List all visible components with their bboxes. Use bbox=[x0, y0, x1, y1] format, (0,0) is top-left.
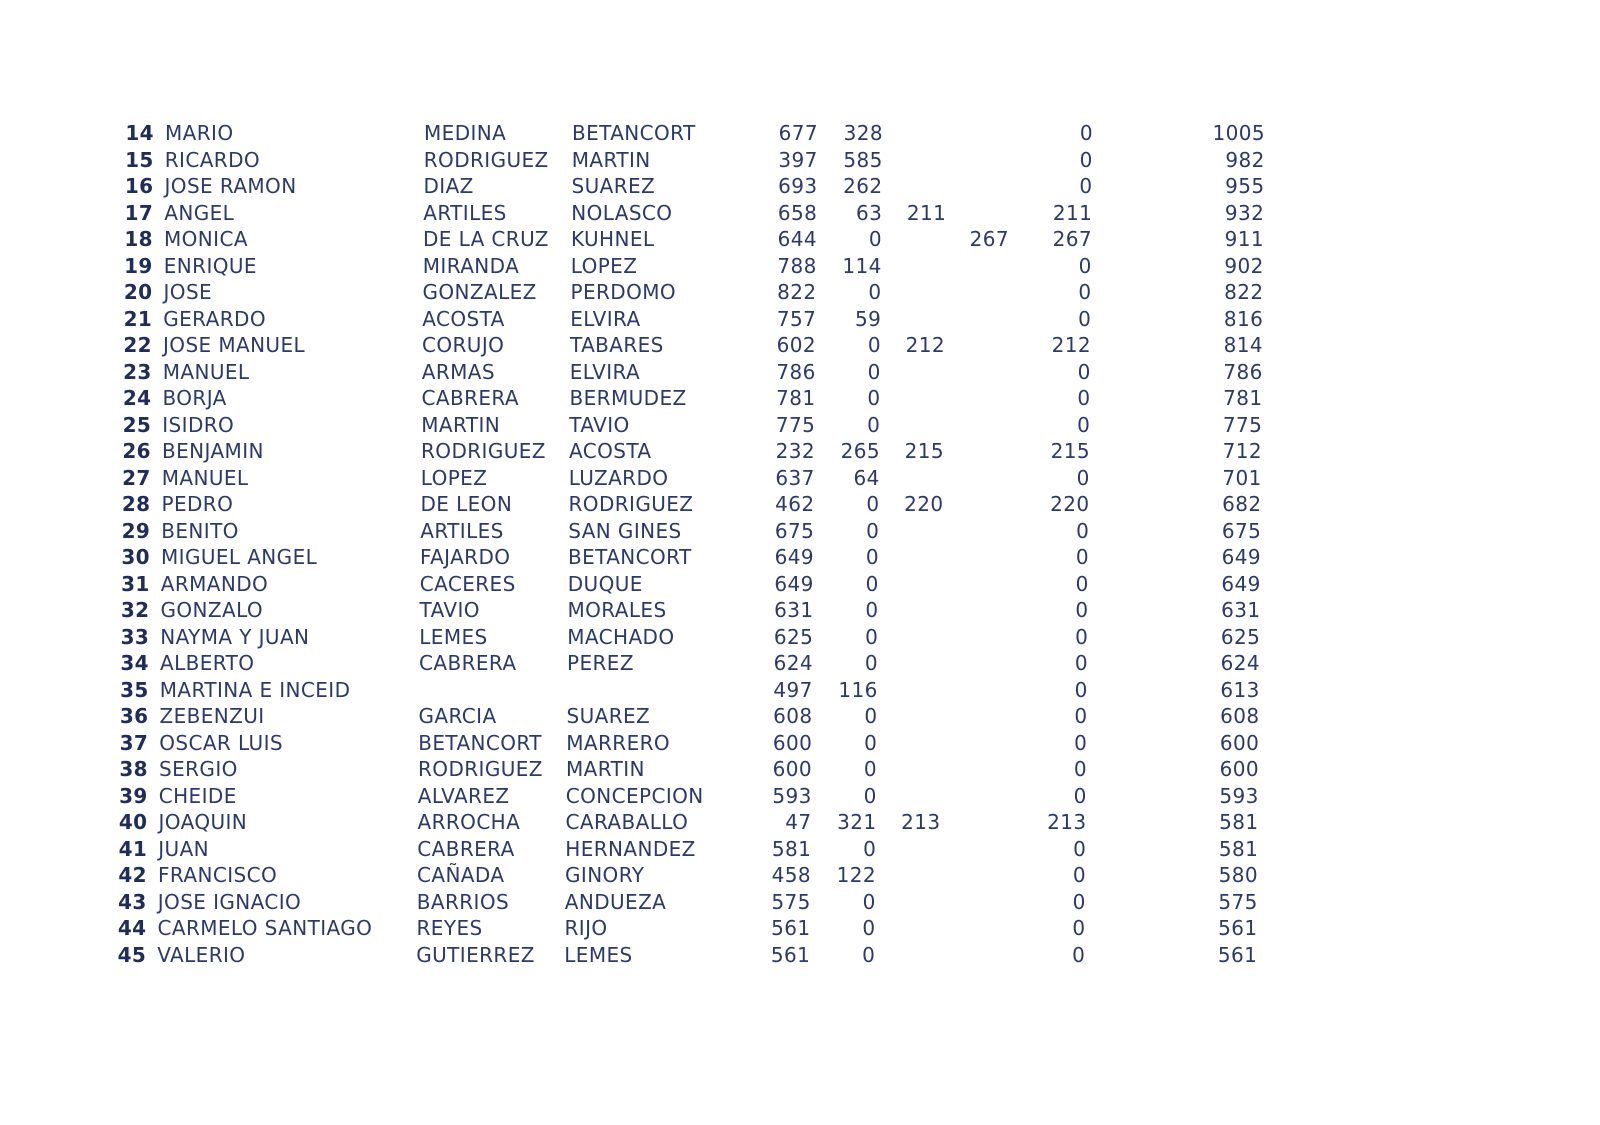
rank-cell: 31 bbox=[121, 571, 150, 596]
surname1-cell: BARRIOS bbox=[416, 889, 510, 914]
rank-cell: 42 bbox=[118, 863, 147, 887]
total-cell: 814 bbox=[1223, 333, 1263, 357]
score1-cell: 625 bbox=[773, 624, 814, 649]
total-cell: 911 bbox=[1224, 227, 1264, 251]
table-row bbox=[0, 809, 1600, 836]
score2-cell: 122 bbox=[836, 863, 876, 887]
total-cell: 932 bbox=[1224, 200, 1265, 225]
rank-cell: 43 bbox=[118, 889, 147, 914]
first-name-cell: MANUEL bbox=[162, 359, 250, 384]
surname1-cell: RODRIGUEZ bbox=[423, 147, 549, 172]
score5-cell: 215 bbox=[1050, 439, 1090, 463]
surname2-cell: PEREZ bbox=[567, 651, 634, 675]
first-name-cell: PEDRO bbox=[161, 492, 234, 516]
table-row bbox=[0, 942, 1600, 969]
score5-cell: 212 bbox=[1051, 333, 1091, 357]
total-cell: 625 bbox=[1220, 624, 1261, 649]
table-row bbox=[0, 518, 1600, 545]
score5-cell: 0 bbox=[1074, 730, 1088, 755]
first-name-cell: MARIO bbox=[165, 121, 234, 145]
rank-cell: 41 bbox=[118, 836, 148, 861]
score2-cell: 0 bbox=[867, 333, 881, 357]
score2-cell: 116 bbox=[838, 677, 878, 702]
score5-cell: 0 bbox=[1077, 359, 1091, 384]
score5-cell: 0 bbox=[1073, 783, 1087, 808]
score5-cell: 0 bbox=[1079, 147, 1093, 172]
surname1-cell: CABRERA bbox=[419, 651, 517, 675]
rank-cell: 16 bbox=[124, 174, 154, 198]
rank-cell: 34 bbox=[120, 651, 149, 675]
surname2-cell: ELVIRA bbox=[570, 306, 641, 331]
surname1-cell: DIAZ bbox=[423, 174, 474, 198]
table-row bbox=[0, 465, 1600, 492]
total-cell: 600 bbox=[1219, 757, 1259, 781]
total-cell: 816 bbox=[1223, 306, 1264, 331]
score5-cell: 0 bbox=[1077, 412, 1091, 437]
surname1-cell: RODRIGUEZ bbox=[421, 439, 546, 463]
score5-cell: 0 bbox=[1074, 651, 1088, 675]
total-cell: 675 bbox=[1221, 518, 1262, 543]
surname2-cell: LEMES bbox=[564, 942, 633, 967]
surname1-cell: GONZALEZ bbox=[422, 280, 537, 304]
surname2-cell: MARTIN bbox=[571, 147, 651, 172]
total-cell: 775 bbox=[1222, 412, 1263, 437]
total-cell: 624 bbox=[1220, 651, 1260, 675]
surname2-cell: MARRERO bbox=[566, 730, 671, 755]
score2-cell: 63 bbox=[856, 200, 883, 225]
surname1-cell: ARTILES bbox=[423, 200, 507, 225]
score5-cell: 0 bbox=[1075, 598, 1089, 622]
table-row bbox=[0, 783, 1600, 810]
rank-cell: 19 bbox=[124, 253, 153, 278]
rank-cell: 29 bbox=[121, 518, 151, 543]
score2-cell: 0 bbox=[868, 280, 882, 304]
score2-cell: 0 bbox=[867, 412, 881, 437]
score1-cell: 497 bbox=[773, 677, 813, 702]
score2-cell: 114 bbox=[842, 253, 882, 278]
score2-cell: 0 bbox=[867, 359, 881, 384]
first-name-cell: GONZALO bbox=[160, 598, 264, 622]
table-row bbox=[0, 253, 1600, 280]
total-cell: 613 bbox=[1220, 677, 1260, 702]
first-name-cell: VALERIO bbox=[157, 942, 246, 967]
score5-cell: 0 bbox=[1078, 253, 1092, 278]
score3-cell: 215 bbox=[904, 439, 944, 463]
rank-cell: 44 bbox=[117, 916, 147, 940]
table-row bbox=[0, 915, 1600, 942]
table-row bbox=[0, 624, 1600, 651]
surname1-cell: MARTIN bbox=[421, 412, 501, 437]
rank-cell: 30 bbox=[121, 545, 150, 569]
surname2-cell: ANDUEZA bbox=[564, 889, 667, 914]
table-row bbox=[0, 677, 1600, 704]
score1-cell: 788 bbox=[777, 253, 817, 278]
score5-cell: 0 bbox=[1073, 836, 1087, 861]
score2-cell: 0 bbox=[865, 545, 879, 569]
total-cell: 902 bbox=[1224, 253, 1264, 278]
table-row bbox=[0, 703, 1600, 730]
score1-cell: 637 bbox=[775, 465, 815, 490]
score2-cell: 0 bbox=[863, 783, 877, 808]
surname2-cell: SAN GINES bbox=[568, 518, 682, 543]
rank-cell: 35 bbox=[120, 677, 149, 702]
surname1-cell: FAJARDO bbox=[420, 545, 511, 569]
table-row bbox=[0, 544, 1600, 571]
surname2-cell: DUQUE bbox=[567, 571, 643, 596]
score2-cell: 0 bbox=[864, 704, 878, 728]
score5-cell: 0 bbox=[1074, 677, 1088, 702]
score2-cell: 262 bbox=[843, 174, 883, 198]
score3-cell: 220 bbox=[904, 492, 944, 516]
score1-cell: 47 bbox=[785, 810, 812, 834]
score1-cell: 658 bbox=[777, 200, 818, 225]
first-name-cell: MANUEL bbox=[161, 465, 249, 490]
score2-cell: 0 bbox=[865, 624, 879, 649]
rank-cell: 32 bbox=[120, 598, 150, 622]
rank-cell: 45 bbox=[117, 942, 147, 967]
total-cell: 575 bbox=[1218, 889, 1258, 914]
first-name-cell: OSCAR LUIS bbox=[159, 730, 283, 755]
surname1-cell: CORUJO bbox=[422, 333, 505, 357]
surname2-cell: RIJO bbox=[564, 916, 608, 940]
rank-cell: 36 bbox=[119, 704, 149, 728]
score4-cell: 267 bbox=[969, 227, 1009, 251]
rank-cell: 17 bbox=[124, 200, 154, 225]
first-name-cell: ZEBENZUI bbox=[159, 704, 265, 728]
table-row bbox=[0, 836, 1600, 863]
first-name-cell: RICARDO bbox=[164, 147, 261, 172]
surname2-cell: PERDOMO bbox=[570, 280, 677, 304]
score1-cell: 397 bbox=[778, 147, 818, 172]
surname2-cell: BETANCORT bbox=[572, 121, 696, 145]
score5-cell: 220 bbox=[1050, 492, 1090, 516]
total-cell: 581 bbox=[1219, 810, 1259, 834]
first-name-cell: SERGIO bbox=[159, 757, 238, 781]
score2-cell: 328 bbox=[843, 121, 883, 145]
surname2-cell: HERNANDEZ bbox=[565, 836, 696, 861]
table-row bbox=[0, 359, 1600, 386]
surname1-cell: LOPEZ bbox=[420, 465, 488, 490]
score1-cell: 561 bbox=[770, 942, 811, 967]
rank-cell: 40 bbox=[118, 810, 148, 834]
score1-cell: 602 bbox=[776, 333, 816, 357]
table-row bbox=[0, 491, 1600, 518]
score2-cell: 321 bbox=[837, 810, 877, 834]
table-row bbox=[0, 279, 1600, 306]
total-cell: 712 bbox=[1222, 439, 1262, 463]
score1-cell: 581 bbox=[771, 836, 812, 861]
score2-cell: 585 bbox=[843, 147, 883, 172]
score1-cell: 624 bbox=[773, 651, 813, 675]
score2-cell: 0 bbox=[862, 916, 876, 940]
table-row bbox=[0, 306, 1600, 333]
first-name-cell: BENJAMIN bbox=[162, 439, 264, 463]
first-name-cell: ISIDRO bbox=[162, 412, 235, 437]
first-name-cell: FRANCISCO bbox=[158, 863, 278, 887]
surname1-cell: CABRERA bbox=[421, 386, 519, 410]
score2-cell: 0 bbox=[863, 836, 877, 861]
total-cell: 561 bbox=[1217, 942, 1258, 967]
score5-cell: 0 bbox=[1072, 942, 1086, 967]
table-row bbox=[0, 147, 1600, 174]
score1-cell: 693 bbox=[778, 174, 818, 198]
score5-cell: 0 bbox=[1076, 518, 1090, 543]
table-row bbox=[0, 862, 1600, 889]
table-row bbox=[0, 120, 1600, 147]
total-cell: 781 bbox=[1223, 386, 1263, 410]
surname1-cell: GUTIERREZ bbox=[416, 942, 535, 967]
surname1-cell: DE LEON bbox=[420, 492, 513, 516]
score5-cell: 0 bbox=[1075, 571, 1089, 596]
first-name-cell: MIGUEL ANGEL bbox=[161, 545, 318, 569]
table-row bbox=[0, 173, 1600, 200]
surname1-cell: RODRIGUEZ bbox=[418, 757, 543, 781]
score5-cell: 0 bbox=[1079, 174, 1093, 198]
first-name-cell: ENRIQUE bbox=[163, 253, 257, 278]
rank-cell: 21 bbox=[123, 306, 153, 331]
score5-cell: 0 bbox=[1075, 624, 1089, 649]
table-row bbox=[0, 200, 1600, 227]
score2-cell: 0 bbox=[863, 757, 877, 781]
surname2-cell: CONCEPCION bbox=[565, 783, 704, 808]
score5-cell: 0 bbox=[1074, 704, 1088, 728]
rank-cell: 22 bbox=[123, 333, 152, 357]
surname1-cell: MEDINA bbox=[424, 121, 507, 145]
total-cell: 649 bbox=[1221, 545, 1261, 569]
surname1-cell: DE LA CRUZ bbox=[423, 227, 549, 251]
score1-cell: 649 bbox=[774, 571, 814, 596]
score1-cell: 575 bbox=[771, 889, 811, 914]
score1-cell: 561 bbox=[771, 916, 811, 940]
table-row bbox=[0, 756, 1600, 783]
first-name-cell: JOSE RAMON bbox=[164, 174, 297, 198]
table-row bbox=[0, 438, 1600, 465]
surname1-cell: GARCIA bbox=[418, 704, 497, 728]
score1-cell: 649 bbox=[774, 545, 814, 569]
rank-cell: 24 bbox=[122, 386, 152, 410]
surname2-cell: CARABALLO bbox=[565, 810, 689, 834]
total-cell: 631 bbox=[1221, 598, 1261, 622]
total-cell: 593 bbox=[1219, 783, 1259, 808]
score1-cell: 232 bbox=[775, 439, 815, 463]
rank-cell: 27 bbox=[122, 465, 151, 490]
table-row bbox=[0, 889, 1600, 916]
score5-cell: 211 bbox=[1052, 200, 1093, 225]
total-cell: 580 bbox=[1218, 863, 1258, 887]
total-cell: 581 bbox=[1218, 836, 1259, 861]
table-row bbox=[0, 571, 1600, 598]
first-name-cell: ANGEL bbox=[164, 200, 235, 225]
total-cell: 649 bbox=[1221, 571, 1261, 596]
score1-cell: 600 bbox=[772, 730, 813, 755]
first-name-cell: MONICA bbox=[164, 227, 248, 251]
surname2-cell: TAVIO bbox=[569, 412, 630, 437]
surname2-cell: TABARES bbox=[570, 333, 664, 357]
score2-cell: 0 bbox=[867, 386, 881, 410]
surname2-cell: MARTIN bbox=[566, 757, 645, 781]
rank-cell: 14 bbox=[125, 121, 154, 145]
score1-cell: 675 bbox=[774, 518, 815, 543]
surname1-cell: CABRERA bbox=[417, 836, 515, 861]
total-cell: 600 bbox=[1219, 730, 1260, 755]
score1-cell: 600 bbox=[772, 757, 812, 781]
total-cell: 608 bbox=[1220, 704, 1260, 728]
score5-cell: 0 bbox=[1072, 889, 1086, 914]
rank-cell: 15 bbox=[125, 147, 154, 172]
table-row bbox=[0, 332, 1600, 359]
score2-cell: 0 bbox=[866, 492, 880, 516]
total-cell: 682 bbox=[1222, 492, 1262, 516]
first-name-cell: GERARDO bbox=[163, 306, 266, 331]
score2-cell: 0 bbox=[865, 571, 879, 596]
surname2-cell: KUHNEL bbox=[571, 227, 655, 251]
score3-cell: 212 bbox=[905, 333, 945, 357]
score2-cell: 265 bbox=[840, 439, 880, 463]
total-cell: 701 bbox=[1222, 465, 1262, 490]
score1-cell: 608 bbox=[773, 704, 813, 728]
score1-cell: 677 bbox=[778, 121, 818, 145]
rank-cell: 37 bbox=[119, 730, 149, 755]
score5-cell: 0 bbox=[1077, 386, 1091, 410]
score5-cell: 0 bbox=[1072, 863, 1086, 887]
surname2-cell: MORALES bbox=[567, 598, 667, 622]
surname1-cell: ARTILES bbox=[420, 518, 504, 543]
rank-cell: 38 bbox=[119, 757, 148, 781]
surname1-cell: ALVAREZ bbox=[417, 783, 510, 808]
score1-cell: 462 bbox=[775, 492, 815, 516]
surname1-cell: REYES bbox=[416, 916, 483, 940]
rank-cell: 33 bbox=[120, 624, 150, 649]
total-cell: 561 bbox=[1218, 916, 1258, 940]
score5-cell: 0 bbox=[1072, 916, 1086, 940]
score1-cell: 458 bbox=[771, 863, 811, 887]
score1-cell: 644 bbox=[777, 227, 817, 251]
surname1-cell: ARROCHA bbox=[417, 810, 521, 834]
score3-cell: 211 bbox=[906, 200, 947, 225]
surname2-cell: GINORY bbox=[565, 863, 645, 887]
score2-cell: 0 bbox=[862, 889, 876, 914]
score2-cell: 64 bbox=[853, 465, 880, 490]
surname2-cell: MACHADO bbox=[567, 624, 675, 649]
score5-cell: 0 bbox=[1076, 465, 1090, 490]
rank-cell: 26 bbox=[122, 439, 151, 463]
table-row bbox=[0, 385, 1600, 412]
rank-cell: 39 bbox=[119, 783, 148, 808]
surname2-cell: LUZARDO bbox=[568, 465, 669, 490]
first-name-cell: JUAN bbox=[158, 836, 210, 861]
score2-cell: 0 bbox=[865, 598, 879, 622]
total-cell: 1005 bbox=[1212, 121, 1265, 145]
first-name-cell: CHEIDE bbox=[158, 783, 237, 808]
surname2-cell: ACOSTA bbox=[569, 439, 652, 463]
score2-cell: 0 bbox=[864, 730, 878, 755]
surname2-cell: ELVIRA bbox=[569, 359, 641, 384]
surname2-cell: LOPEZ bbox=[570, 253, 638, 278]
rank-cell: 23 bbox=[123, 359, 152, 384]
first-name-cell: ARMANDO bbox=[160, 571, 269, 596]
first-name-cell: CARMELO SANTIAGO bbox=[157, 916, 373, 940]
total-cell: 786 bbox=[1223, 359, 1263, 384]
surname2-cell: NOLASCO bbox=[571, 200, 673, 225]
score5-cell: 0 bbox=[1079, 121, 1093, 145]
score1-cell: 786 bbox=[776, 359, 816, 384]
score1-cell: 631 bbox=[774, 598, 814, 622]
total-cell: 982 bbox=[1225, 147, 1265, 172]
table-row bbox=[0, 597, 1600, 624]
score1-cell: 781 bbox=[776, 386, 816, 410]
surname2-cell: BERMUDEZ bbox=[569, 386, 687, 410]
score3-cell: 213 bbox=[901, 810, 941, 834]
table-row bbox=[0, 412, 1600, 439]
first-name-cell: MARTINA E INCEID bbox=[159, 677, 351, 702]
surname2-cell: RODRIGUEZ bbox=[568, 492, 694, 516]
score2-cell: 0 bbox=[868, 227, 882, 251]
first-name-cell: BENITO bbox=[161, 518, 239, 543]
ranking-table bbox=[0, 120, 1600, 968]
surname1-cell: BETANCORT bbox=[418, 730, 542, 755]
surname2-cell: SUAREZ bbox=[566, 704, 651, 728]
total-cell: 822 bbox=[1224, 280, 1264, 304]
table-row bbox=[0, 730, 1600, 757]
score5-cell: 0 bbox=[1078, 306, 1092, 331]
score1-cell: 593 bbox=[772, 783, 812, 808]
first-name-cell: JOAQUIN bbox=[158, 810, 248, 834]
rank-cell: 28 bbox=[121, 492, 151, 516]
rank-cell: 25 bbox=[122, 412, 152, 437]
rank-cell: 20 bbox=[123, 280, 153, 304]
first-name-cell: ALBERTO bbox=[160, 651, 255, 675]
surname1-cell: MIRANDA bbox=[422, 253, 520, 278]
surname1-cell: ARMAS bbox=[421, 359, 495, 384]
surname1-cell: TAVIO bbox=[419, 598, 480, 622]
first-name-cell: JOSE MANUEL bbox=[163, 333, 306, 357]
surname1-cell: CACERES bbox=[419, 571, 516, 596]
table-row bbox=[0, 226, 1600, 253]
score2-cell: 0 bbox=[862, 942, 876, 967]
first-name-cell: NAYMA Y JUAN bbox=[160, 624, 310, 649]
table-row bbox=[0, 650, 1600, 677]
score5-cell: 0 bbox=[1075, 545, 1089, 569]
surname2-cell: BETANCORT bbox=[568, 545, 692, 569]
surname1-cell: ACOSTA bbox=[422, 306, 505, 331]
first-name-cell: JOSE IGNACIO bbox=[157, 889, 302, 914]
score2-cell: 0 bbox=[866, 518, 880, 543]
score5-cell: 267 bbox=[1052, 227, 1092, 251]
surname1-cell: CAÑADA bbox=[417, 863, 505, 887]
score5-cell: 0 bbox=[1073, 757, 1087, 781]
score1-cell: 822 bbox=[777, 280, 817, 304]
total-cell: 955 bbox=[1225, 174, 1265, 198]
score2-cell: 0 bbox=[864, 651, 878, 675]
score1-cell: 775 bbox=[775, 412, 816, 437]
score2-cell: 59 bbox=[855, 306, 882, 331]
first-name-cell: JOSE bbox=[163, 280, 213, 304]
surname2-cell: SUAREZ bbox=[571, 174, 656, 198]
surname1-cell: LEMES bbox=[419, 624, 488, 649]
score5-cell: 0 bbox=[1078, 280, 1092, 304]
first-name-cell: BORJA bbox=[162, 386, 227, 410]
rank-cell: 18 bbox=[124, 227, 153, 251]
score1-cell: 757 bbox=[776, 306, 817, 331]
score5-cell: 213 bbox=[1047, 810, 1087, 834]
